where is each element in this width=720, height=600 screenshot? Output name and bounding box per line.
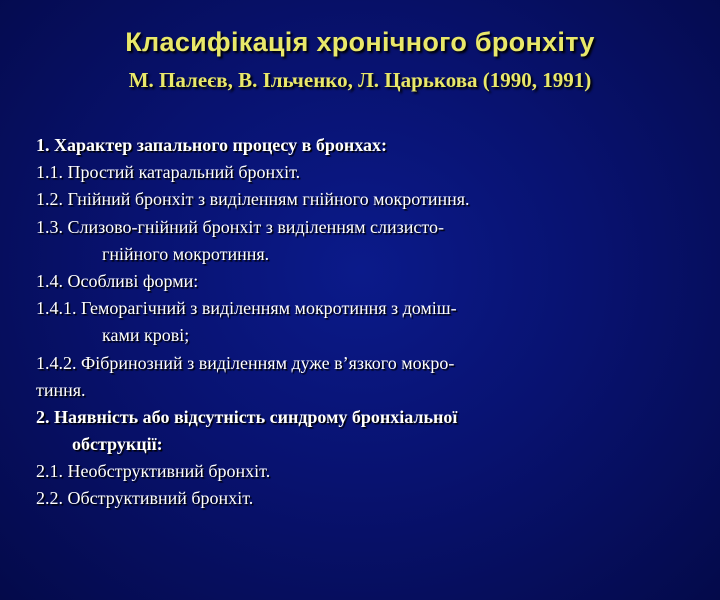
list-item-1-2: 1.2. Гнійний бронхіт з виділенням гнійного мокротиння. xyxy=(36,189,470,210)
section-1-heading: 1. Характер запального процесу в бронхах: xyxy=(36,135,388,155)
list-item-2-2: 2.2. Обструктивний бронхіт. xyxy=(36,488,254,509)
classification-list xyxy=(36,132,686,513)
slide-title: Класифікація хронічного бронхіту xyxy=(125,27,595,57)
list-item-1-4: 1.4. Особливі форми: xyxy=(36,270,199,291)
list-item-1-4-2-continued: тиння. xyxy=(36,379,86,400)
section-2-heading: 2. Наявність або відсутність синдрому бронхіальної xyxy=(36,406,458,427)
list-item-2-1: 2.1. Необструктивний бронхіт. xyxy=(36,461,271,482)
slide-subtitle: М. Палеєв, В. Ільченко, Л. Царькова (1990, 1991) xyxy=(128,68,592,92)
list-item-1-4-2: 1.4.2. Фібринозний з виділенням дуже в’язкого мокро- xyxy=(36,352,455,373)
list-item-1-3-continued: гнійного мокротиння. xyxy=(102,243,270,264)
list-item-1-4-1-continued: ками крові; xyxy=(102,325,190,346)
section-2-heading-continued: обструкції: xyxy=(72,434,163,455)
list-item-1-1: 1.1. Простий катаральний бронхіт. xyxy=(36,162,301,183)
list-item-1-3: 1.3. Слизово-гнійний бронхіт з виділенням слизисто- xyxy=(36,216,444,237)
list-item-1-4-1: 1.4.1. Геморагічний з виділенням мокротиння з доміш- xyxy=(36,298,457,319)
